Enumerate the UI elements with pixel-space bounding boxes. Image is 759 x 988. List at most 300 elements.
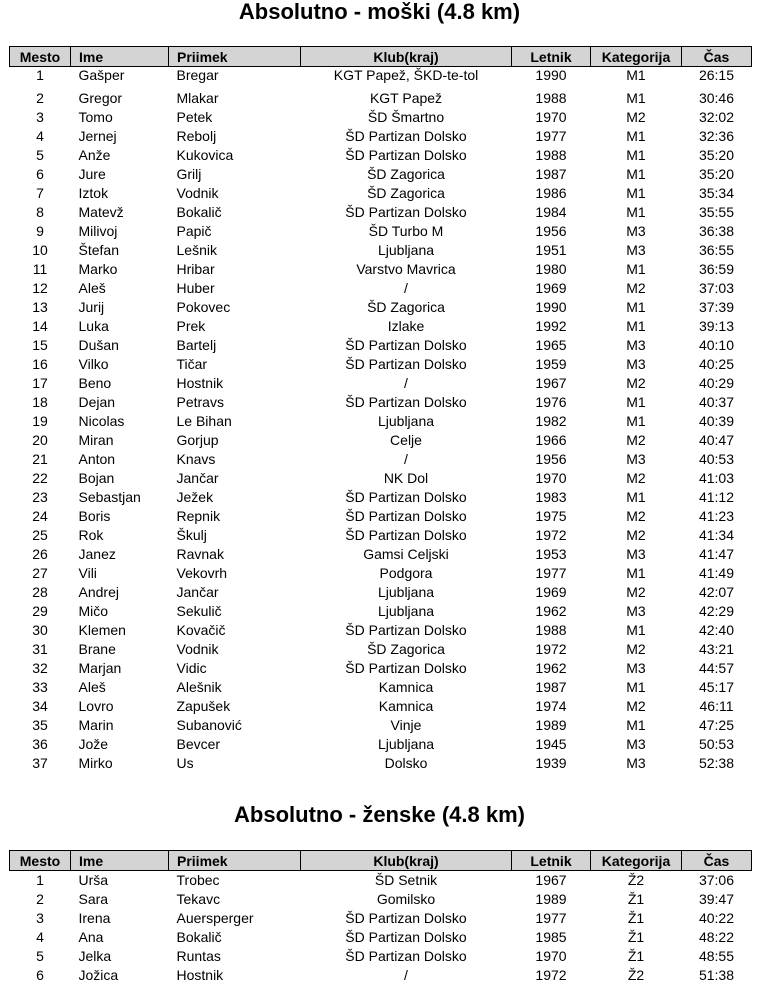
priimek-cell: Vekovrh (176, 565, 228, 581)
mesto-cell: 23 (32, 489, 48, 505)
klub-cell: ŠD Partizan Dolsko (345, 622, 467, 638)
mesto-cell: 28 (32, 584, 48, 600)
letnik-cell: 1956 (535, 223, 567, 239)
ime-cell: Vilko (78, 356, 109, 372)
letnik-cell: 1970 (535, 109, 567, 125)
kategorija-cell: M2 (626, 584, 646, 600)
ime-cell: Milivoj (78, 223, 118, 239)
table-row (10, 317, 752, 336)
priimek-cell: Pokovec (176, 299, 231, 315)
cas-cell: 35:55 (698, 204, 735, 220)
table-row (10, 716, 752, 735)
header-ime: Ime (71, 47, 169, 67)
cas-cell: 40:10 (698, 337, 735, 353)
cas-cell: 35:20 (698, 166, 735, 182)
priimek-cell: Ravnak (176, 546, 224, 562)
table-row (10, 355, 752, 374)
letnik-cell: 1974 (535, 698, 567, 714)
kategorija-cell: M1 (626, 489, 646, 505)
kategorija-cell: M1 (626, 717, 646, 733)
kategorija-cell: M1 (626, 565, 646, 581)
table-row (10, 279, 752, 298)
table-row (10, 947, 752, 966)
cas-cell: 32:02 (698, 109, 735, 125)
klub-cell: Ljubljana (377, 413, 435, 429)
priimek-cell: Grilj (176, 166, 202, 182)
ime-cell: Nicolas (78, 413, 125, 429)
ime-cell: Dejan (78, 394, 116, 410)
klub-cell: NK Dol (383, 470, 429, 486)
letnik-cell: 1959 (535, 356, 567, 372)
letnik-cell: 1977 (535, 910, 567, 926)
header-klub: Klub(kraj) (301, 851, 512, 871)
cas-cell: 41:34 (698, 527, 735, 543)
priimek-cell: Prek (176, 318, 206, 334)
mesto-cell: 20 (32, 432, 48, 448)
kategorija-cell: M1 (626, 679, 646, 695)
mesto-cell: 1 (36, 872, 44, 888)
women-results-table (9, 850, 752, 985)
priimek-cell: Auersperger (176, 910, 254, 926)
table-row (10, 697, 752, 716)
cas-cell: 51:38 (698, 967, 735, 983)
mesto-cell: 3 (36, 910, 44, 926)
priimek-cell: Tičar (176, 356, 208, 372)
klub-cell: ŠD Zagorica (367, 185, 445, 201)
ime-cell: Jelka (78, 948, 112, 964)
table-row (10, 450, 752, 469)
table-row (10, 564, 752, 583)
priimek-cell: Kovačič (176, 622, 226, 638)
letnik-cell: 1985 (535, 929, 567, 945)
klub-cell: ŠD Partizan Dolsko (345, 337, 467, 353)
kategorija-cell: M1 (626, 90, 646, 106)
cas-cell: 40:39 (698, 413, 735, 429)
ime-cell: Aleš (78, 280, 106, 296)
mesto-cell: 16 (32, 356, 48, 372)
header-letnik: Letnik (512, 47, 591, 67)
ime-cell: Mirko (78, 755, 113, 771)
cas-cell: 36:59 (698, 261, 735, 277)
priimek-cell: Vidic (176, 660, 207, 676)
cas-cell: 39:47 (698, 891, 735, 907)
klub-cell: Dolsko (384, 755, 428, 771)
klub-cell: ŠD Partizan Dolsko (345, 527, 467, 543)
letnik-cell: 1989 (535, 717, 567, 733)
table-row (10, 488, 752, 507)
klub-cell: ŠD Zagorica (367, 299, 445, 315)
priimek-cell: Sekulič (176, 603, 222, 619)
table-row (10, 298, 752, 317)
cas-cell: 36:55 (698, 242, 735, 258)
kategorija-cell: M1 (626, 185, 646, 201)
kategorija-cell: M1 (626, 622, 646, 638)
klub-cell: ŠD Partizan Dolsko (345, 929, 467, 945)
mesto-cell: 33 (32, 679, 48, 695)
table-row (10, 336, 752, 355)
mesto-cell: 10 (32, 242, 48, 258)
priimek-cell: Trobec (176, 872, 220, 888)
kategorija-cell: M1 (626, 67, 646, 83)
kategorija-cell: M3 (626, 546, 646, 562)
ime-cell: Klemen (78, 622, 126, 638)
klub-cell: / (404, 967, 408, 983)
kategorija-cell: M2 (626, 280, 646, 296)
klub-cell: Izlake (387, 318, 425, 334)
priimek-cell: Knavs (176, 451, 216, 467)
ime-cell: Irena (78, 910, 111, 926)
klub-cell: ŠD Zagorica (367, 166, 445, 182)
kategorija-cell: Ž1 (627, 929, 645, 945)
table-row (10, 909, 752, 928)
kategorija-cell: Ž2 (627, 967, 645, 983)
priimek-cell: Hostnik (176, 967, 224, 983)
cas-cell: 41:47 (698, 546, 735, 562)
table-row (10, 127, 752, 146)
mesto-cell: 8 (36, 204, 44, 220)
mesto-cell: 19 (32, 413, 48, 429)
kategorija-cell: M2 (626, 432, 646, 448)
kategorija-cell: M3 (626, 356, 646, 372)
klub-cell: / (404, 280, 408, 296)
letnik-cell: 1987 (535, 166, 567, 182)
priimek-cell: Us (176, 755, 194, 771)
table-row (10, 260, 752, 279)
letnik-cell: 1988 (535, 90, 567, 106)
cas-cell: 43:21 (698, 641, 735, 657)
ime-cell: Aleš (78, 679, 106, 695)
table-row (10, 67, 752, 90)
letnik-cell: 1975 (535, 508, 567, 524)
header-ime: Ime (71, 851, 169, 871)
table-row (10, 754, 752, 773)
ime-cell: Jernej (78, 128, 117, 144)
ime-cell: Lovro (78, 698, 114, 714)
klub-cell: Podgora (379, 565, 433, 581)
klub-cell: ŠD Setnik (374, 872, 438, 888)
priimek-cell: Runtas (176, 948, 221, 964)
table-row (10, 621, 752, 640)
mesto-cell: 4 (36, 128, 44, 144)
table-row (10, 241, 752, 260)
letnik-cell: 1992 (535, 318, 567, 334)
klub-cell: ŠD Partizan Dolsko (345, 489, 467, 505)
letnik-cell: 1969 (535, 280, 567, 296)
klub-cell: ŠD Partizan Dolsko (345, 147, 467, 163)
ime-cell: Štefan (78, 242, 119, 258)
header-mesto: Mesto (10, 851, 71, 871)
kategorija-cell: M1 (626, 318, 646, 334)
mesto-cell: 34 (32, 698, 48, 714)
klub-cell: / (404, 451, 408, 467)
cas-cell: 35:34 (698, 185, 735, 201)
cas-cell: 40:29 (698, 375, 735, 391)
header-cas: Čas (682, 851, 752, 871)
ime-cell: Luka (78, 318, 109, 334)
letnik-cell: 1990 (535, 299, 567, 315)
table-row (10, 545, 752, 564)
letnik-cell: 1972 (535, 641, 567, 657)
letnik-cell: 1962 (535, 660, 567, 676)
ime-cell: Tomo (78, 109, 113, 125)
table-row (10, 165, 752, 184)
kategorija-cell: M3 (626, 755, 646, 771)
priimek-cell: Vodnik (176, 185, 219, 201)
letnik-cell: 1988 (535, 622, 567, 638)
ime-cell: Rok (78, 527, 104, 543)
women-results-title: Absolutno - ženske (4.8 km) (234, 802, 525, 827)
cas-cell: 37:03 (698, 280, 735, 296)
table-row (10, 469, 752, 488)
letnik-cell: 1967 (535, 375, 567, 391)
kategorija-cell: Ž2 (627, 872, 645, 888)
table-row (10, 108, 752, 127)
ime-cell: Anže (78, 147, 111, 163)
kategorija-cell: M1 (626, 128, 646, 144)
priimek-cell: Papič (176, 223, 212, 239)
cas-cell: 50:53 (698, 736, 735, 752)
cas-cell: 30:46 (698, 90, 735, 106)
cas-cell: 40:22 (698, 910, 735, 926)
mesto-cell: 2 (36, 90, 44, 106)
letnik-cell: 1965 (535, 337, 567, 353)
letnik-cell: 1953 (535, 546, 567, 562)
mesto-cell: 2 (36, 891, 44, 907)
letnik-cell: 1983 (535, 489, 567, 505)
kategorija-cell: M2 (626, 470, 646, 486)
priimek-cell: Kukovica (176, 147, 234, 163)
mesto-cell: 18 (32, 394, 48, 410)
table-header-row (10, 851, 752, 871)
header-kategorija: Kategorija (591, 47, 682, 67)
header-klub: Klub(kraj) (301, 47, 512, 67)
table-row (10, 203, 752, 222)
mesto-cell: 3 (36, 109, 44, 125)
priimek-cell: Hribar (176, 261, 215, 277)
table-row (10, 526, 752, 545)
cas-cell: 40:47 (698, 432, 735, 448)
priimek-cell: Mlakar (176, 90, 219, 106)
klub-cell: Kamnica (378, 698, 434, 714)
mesto-cell: 12 (32, 280, 48, 296)
cas-cell: 40:53 (698, 451, 735, 467)
table-row (10, 412, 752, 431)
table-row (10, 374, 752, 393)
ime-cell: Matevž (78, 204, 124, 220)
letnik-cell: 1977 (535, 128, 567, 144)
table-row (10, 431, 752, 450)
kategorija-cell: M1 (626, 261, 646, 277)
men-results-table (9, 46, 752, 773)
ime-cell: Beno (78, 375, 112, 391)
klub-cell: ŠD Turbo M (368, 223, 444, 239)
kategorija-cell: M2 (626, 109, 646, 125)
priimek-cell: Rebolj (176, 128, 217, 144)
ime-cell: Ana (78, 929, 104, 945)
cas-cell: 26:15 (698, 67, 735, 83)
letnik-cell: 1987 (535, 679, 567, 695)
cas-cell: 41:49 (698, 565, 735, 581)
cas-cell: 36:38 (698, 223, 735, 239)
table-row (10, 735, 752, 754)
letnik-cell: 1969 (535, 584, 567, 600)
klub-cell: / (404, 375, 408, 391)
ime-cell: Andrej (78, 584, 119, 600)
header-mesto: Mesto (10, 47, 71, 67)
letnik-cell: 1986 (535, 185, 567, 201)
priimek-cell: Subanović (176, 717, 242, 733)
kategorija-cell: M2 (626, 641, 646, 657)
cas-cell: 41:03 (698, 470, 735, 486)
mesto-cell: 29 (32, 603, 48, 619)
letnik-cell: 1945 (535, 736, 567, 752)
mesto-cell: 9 (36, 223, 44, 239)
klub-cell: Celje (390, 432, 422, 448)
letnik-cell: 1980 (535, 261, 567, 277)
cas-cell: 40:37 (698, 394, 735, 410)
cas-cell: 46:11 (699, 698, 734, 714)
mesto-cell: 30 (32, 622, 48, 638)
cas-cell: 52:38 (698, 755, 735, 771)
mesto-cell: 6 (36, 967, 44, 983)
letnik-cell: 1970 (535, 470, 567, 486)
cas-cell: 48:22 (698, 929, 735, 945)
cas-cell: 42:40 (698, 622, 735, 638)
priimek-cell: Petek (176, 109, 213, 125)
header-priimek: Priimek (169, 47, 301, 67)
table-row (10, 507, 752, 526)
ime-cell: Jurij (78, 299, 105, 315)
cas-cell: 48:55 (698, 948, 735, 964)
kategorija-cell: M3 (626, 242, 646, 258)
klub-cell: KGT Papež, ŠKD-te-tol (333, 67, 479, 83)
letnik-cell: 1962 (535, 603, 567, 619)
mesto-cell: 26 (32, 546, 48, 562)
table-row (10, 659, 752, 678)
cas-cell: 42:07 (698, 584, 735, 600)
cas-cell: 44:57 (698, 660, 735, 676)
table-row (10, 890, 752, 909)
letnik-cell: 1972 (535, 967, 567, 983)
mesto-cell: 11 (32, 261, 48, 277)
priimek-cell: Jančar (176, 470, 219, 486)
klub-cell: ŠD Partizan Dolsko (345, 948, 467, 964)
table-row (10, 222, 752, 241)
priimek-cell: Vodnik (176, 641, 219, 657)
cas-cell: 35:20 (698, 147, 735, 163)
priimek-cell: Hostnik (176, 375, 224, 391)
mesto-cell: 7 (36, 185, 44, 201)
priimek-cell: Bregar (176, 67, 219, 83)
table-row (10, 871, 752, 891)
priimek-cell: Tekavc (176, 891, 221, 907)
mesto-cell: 32 (32, 660, 48, 676)
mesto-cell: 15 (32, 337, 48, 353)
kategorija-cell: Ž1 (627, 891, 645, 907)
klub-cell: ŠD Partizan Dolsko (345, 204, 467, 220)
mesto-cell: 22 (32, 470, 48, 486)
klub-cell: ŠD Partizan Dolsko (345, 356, 467, 372)
mesto-cell: 13 (32, 299, 48, 315)
klub-cell: Gamsi Celjski (363, 546, 449, 562)
kategorija-cell: M1 (626, 204, 646, 220)
priimek-cell: Jančar (176, 584, 219, 600)
men-results-body (10, 67, 752, 774)
kategorija-cell: M3 (626, 451, 646, 467)
ime-cell: Mičo (78, 603, 109, 619)
klub-cell: Gomilsko (376, 891, 436, 907)
header-kategorija: Kategorija (591, 851, 682, 871)
kategorija-cell: M2 (626, 527, 646, 543)
letnik-cell: 1956 (535, 451, 567, 467)
klub-cell: Varstvo Mavrica (356, 261, 456, 277)
table-row (10, 966, 752, 985)
ime-cell: Sara (78, 891, 109, 907)
men-results-title: Absolutno - moški (4.8 km) (238, 0, 521, 24)
cas-cell: 37:39 (698, 299, 735, 315)
mesto-cell: 5 (36, 948, 44, 964)
mesto-cell: 36 (32, 736, 48, 752)
letnik-cell: 1984 (535, 204, 567, 220)
klub-cell: KGT Papež (369, 90, 443, 106)
mesto-cell: 25 (32, 527, 48, 543)
klub-cell: ŠD Zagorica (367, 641, 445, 657)
kategorija-cell: M1 (626, 166, 646, 182)
letnik-cell: 1972 (535, 527, 567, 543)
mesto-cell: 17 (32, 375, 48, 391)
table-row (10, 146, 752, 165)
mesto-cell: 37 (32, 755, 48, 771)
header-letnik: Letnik (512, 851, 591, 871)
ime-cell: Marin (78, 717, 114, 733)
priimek-cell: Bokalič (176, 204, 222, 220)
mesto-cell: 6 (36, 166, 44, 182)
letnik-cell: 1976 (535, 394, 567, 410)
priimek-cell: Zapušek (176, 698, 231, 714)
table-row (10, 602, 752, 621)
klub-cell: ŠD Partizan Dolsko (345, 128, 467, 144)
kategorija-cell: M1 (626, 394, 646, 410)
klub-cell: ŠD Partizan Dolsko (345, 394, 467, 410)
women-results-body (10, 871, 752, 986)
letnik-cell: 1966 (535, 432, 567, 448)
kategorija-cell: M2 (626, 698, 646, 714)
ime-cell: Dušan (78, 337, 119, 353)
ime-cell: Marko (78, 261, 118, 277)
klub-cell: Ljubljana (377, 736, 435, 752)
ime-cell: Marjan (78, 660, 122, 676)
letnik-cell: 1982 (535, 413, 567, 429)
ime-cell: Gregor (78, 90, 123, 106)
ime-cell: Janez (78, 546, 116, 562)
table-row (10, 640, 752, 659)
table-header-row (10, 47, 752, 67)
ime-cell: Anton (78, 451, 116, 467)
ime-cell: Bojan (78, 470, 115, 486)
klub-cell: ŠD Partizan Dolsko (345, 910, 467, 926)
ime-cell: Jožica (78, 967, 119, 983)
klub-cell: Kamnica (378, 679, 434, 695)
letnik-cell: 1989 (535, 891, 567, 907)
ime-cell: Urša (78, 872, 109, 888)
cas-cell: 39:13 (698, 318, 735, 334)
cas-cell: 42:29 (698, 603, 735, 619)
klub-cell: Ljubljana (377, 584, 435, 600)
cas-cell: 41:12 (698, 489, 735, 505)
cas-cell: 37:06 (698, 872, 735, 888)
ime-cell: Brane (78, 641, 116, 657)
mesto-cell: 35 (32, 717, 48, 733)
